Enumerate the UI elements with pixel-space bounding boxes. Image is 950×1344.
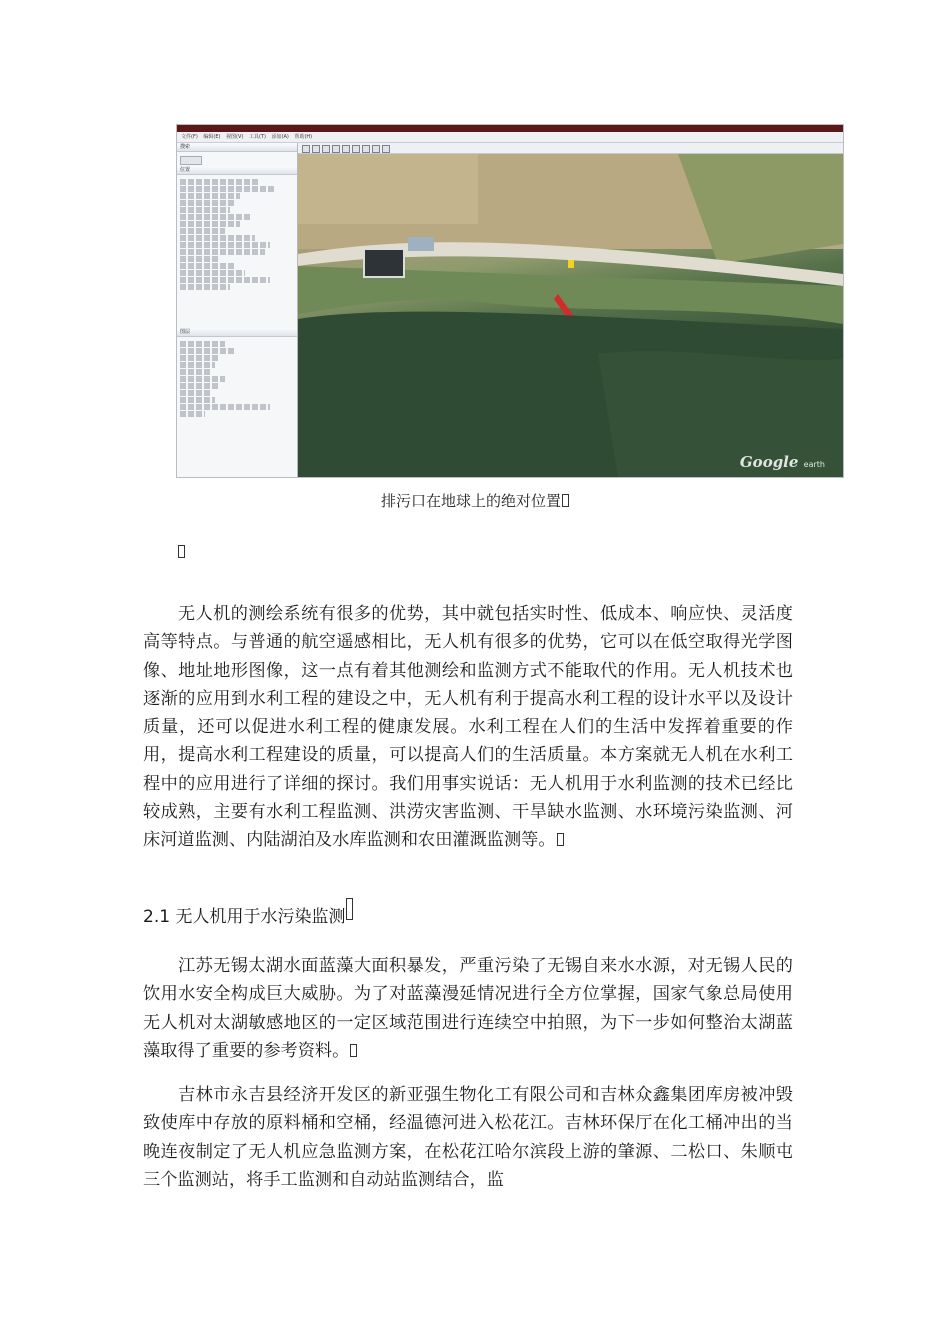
placemark-pin [568,260,574,268]
menu-item: 编辑(E) [203,134,221,140]
places-row [180,277,270,283]
building-roof [408,237,434,251]
section-heading: 2.1 无人机用于水污染监测 [143,898,353,927]
places-row [180,186,275,192]
paragraph: 江苏无锡太湖水面蓝藻大面积暴发，严重污染了无锡自来水水源，对无锡人民的饮用水安全构成巨大威胁。为了对蓝藻漫延情况进行全方位掌握，国家气象总局使用无人机对太湖敏感地区的一定区域范围进行连续空中拍照，为下一步如何整治太湖蓝藻取得了重要的参考资料。 [143,956,793,1061]
placeholder-glyph [557,833,564,846]
map-toolbar [298,143,843,154]
toolbar-icon [332,145,340,153]
toolbar-icon [342,145,350,153]
toolbar-icon [372,145,380,153]
placeholder-glyph [346,898,353,920]
search-button [180,156,202,165]
google-earth-logo: Google earth [739,453,825,471]
layers-row [180,369,210,375]
layers-row [180,390,210,396]
treatment-tank [364,249,404,277]
menu-item: 视图(V) [226,134,244,140]
places-row [180,221,240,227]
menu-item: 工具(T) [248,134,266,140]
window-titlebar [177,125,843,132]
menu-item: 添加(A) [271,134,289,140]
paragraph: 无人机的测绘系统有很多的优势，其中就包括实时性、低成本、响应快、灵活度高等特点。与普通的航空遥感相比，无人机有很多的优势，它可以在低空取得光学图像、地址地形图像，这一点有着其他测绘和监测方式不能取代的作用。无人机技术也逐渐的应用到水利工程的建设之中，无人机有利于提高水利工程的设计水平以及设计质量，还可以促进水利工程的健康发展。水利工程在人们的生活中发挥着重要的作用，提高水利工程建设的质量，可以提高人们的生活质量。本方案就无人机在水利工程中的应用进行了详细的探讨。我们用事实说话：无人机用于水利监测的技术已经比较成熟，主要有水利工程监测、洪涝灾害监测、干旱缺水监测、水环境污染监测、河床河道监测、内陆湖泊及水库监测和农田灌溉监测等。 [143,604,793,851]
places-row [180,207,230,213]
places-row [180,284,230,290]
places-row [180,235,255,241]
menu-item: 文件(F) [181,134,198,140]
google-earth-screenshot [176,124,844,478]
layers-row [180,404,270,410]
toolbar-icon [382,145,390,153]
layers-row [180,397,215,403]
layers-row [180,341,225,347]
places-row [180,193,240,199]
layers-row [180,383,220,389]
layers-panel-header: 图层 [177,328,297,337]
places-row [180,242,270,248]
toolbar-icon [302,145,310,153]
toolbar-icon [362,145,370,153]
placeholder-glyph [562,494,569,507]
sidebar [177,143,298,477]
satellite-map-view [298,154,843,477]
places-row [180,200,235,206]
places-row [180,228,225,234]
places-panel-header: 位置 [177,166,297,175]
layers-row [180,411,205,417]
layers-row [180,355,220,361]
places-row [180,214,250,220]
menu-bar [177,132,843,143]
layers-row [180,376,225,382]
places-row [180,263,235,269]
menu-item: 帮助(H) [294,134,313,140]
layers-list [177,337,297,417]
figure-caption: 排污口在地球上的绝对位置 [0,490,950,511]
toolbar-icon [322,145,330,153]
toolbar-icon [312,145,320,153]
search-panel-header: 搜索 [177,143,297,152]
places-row [180,249,265,255]
placeholder-glyph [350,1044,357,1057]
places-row [180,256,220,262]
layers-row [180,348,235,354]
satellite-imagery [298,154,843,477]
farmland-field [298,154,478,224]
places-list [177,175,297,328]
placeholder-glyph [178,545,185,558]
layers-row [180,362,215,368]
toolbar-icon [352,145,360,153]
paragraph: 吉林市永吉县经济开发区的新亚强生物化工有限公司和吉林众鑫集团库房被冲毁致使库中存放的原料桶和空桶，经温德河进入松花江。吉林环保厅在化工桶冲出的当晚连夜制定了无人机应急监测方案，在松花江哈尔滨段上游的肇源、二松口、朱顺屯三个监测站，将手工监测和自动站监测结合，监 [143,1085,793,1190]
places-row [180,179,260,185]
places-row [180,270,245,276]
